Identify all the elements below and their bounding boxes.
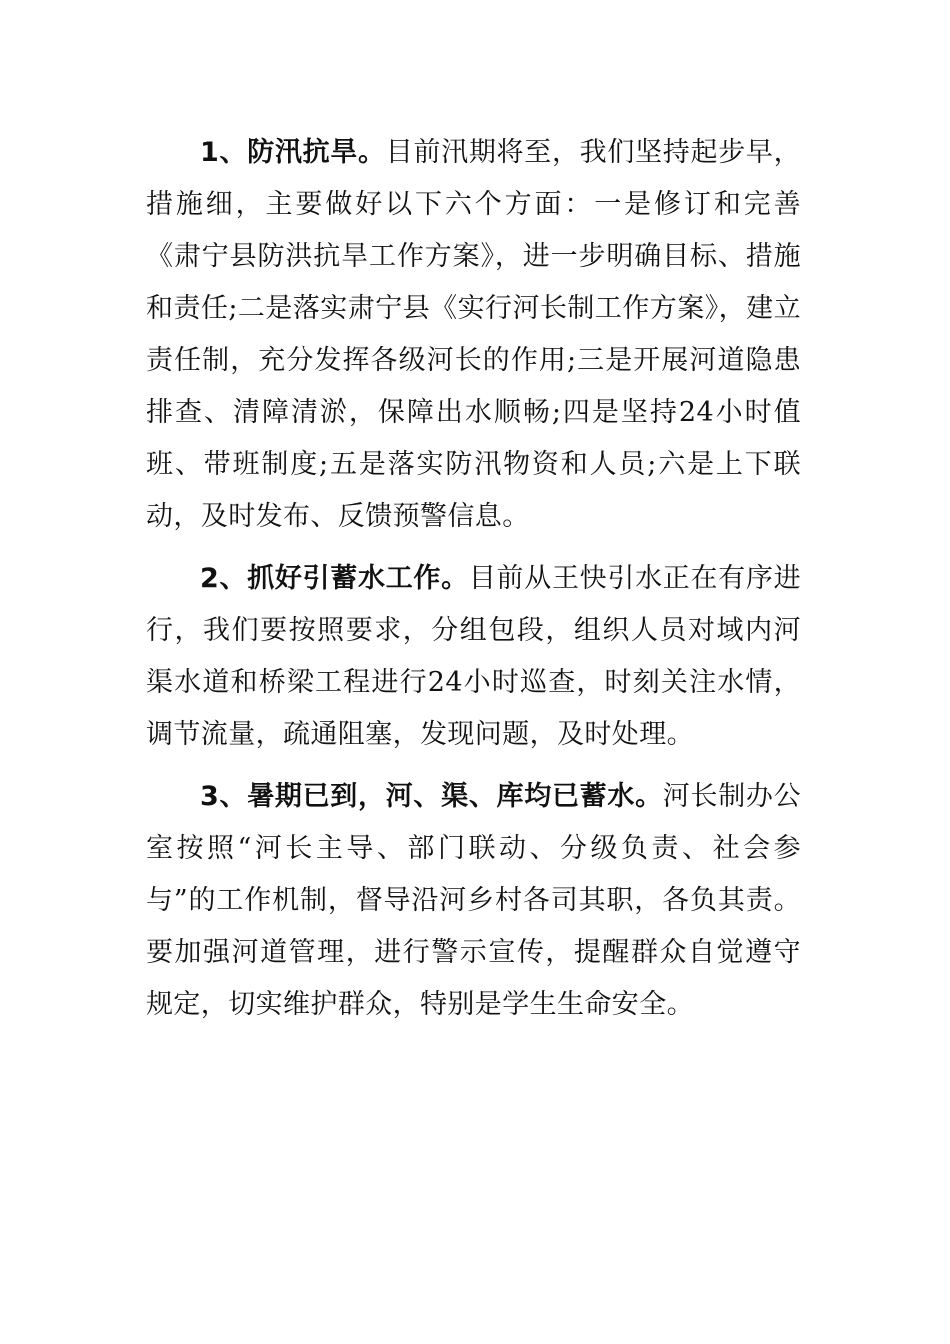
paragraph-text: 目前汛期将至，我们坚持起步早，措施细，主要做好以下六个方面：一是修订和完善《肃宁县防洪抗旱工作方案》，进一步明确目标、措施和责任;二是落实肃宁县《实行河长制工作方案》，建立责任制，充分发挥各级河长的作用;三是开展河道隐患排查、清障清淤，保障出水顺畅;四是坚持24小时值班、带班制度;五是落实防汛物资和人员;六是上下联动，及时发布、反馈预警信息。 bbox=[146, 137, 802, 532]
paragraph-heading: 2、抓好引蓄水工作。 bbox=[200, 563, 469, 594]
document-body bbox=[146, 127, 801, 1031]
paragraph-summer-safety bbox=[146, 771, 801, 1031]
paragraph-flood-control bbox=[146, 127, 801, 543]
paragraph-heading: 3、暑期已到，河、渠、库均已蓄水。 bbox=[200, 781, 663, 812]
paragraph-water-diversion bbox=[146, 553, 801, 761]
paragraph-text: 河长制办公室按照“河长主导、部门联动、分级负责、社会参与”的工作机制，督导沿河乡村各司其职，各负其责。要加强河道管理，进行警示宣传，提醒群众自觉遵守规定，切实维护群众，特别是学生生命安全。 bbox=[146, 781, 802, 1020]
paragraph-text: 目前从王快引水正在有序进行，我们要按照要求，分组包段，组织人员对域内河渠水道和桥梁工程进行24小时巡查，时刻关注水情，调节流量，疏通阻塞，发现问题，及时处理。 bbox=[146, 563, 801, 750]
paragraph-heading: 1、防汛抗旱。 bbox=[200, 137, 386, 168]
